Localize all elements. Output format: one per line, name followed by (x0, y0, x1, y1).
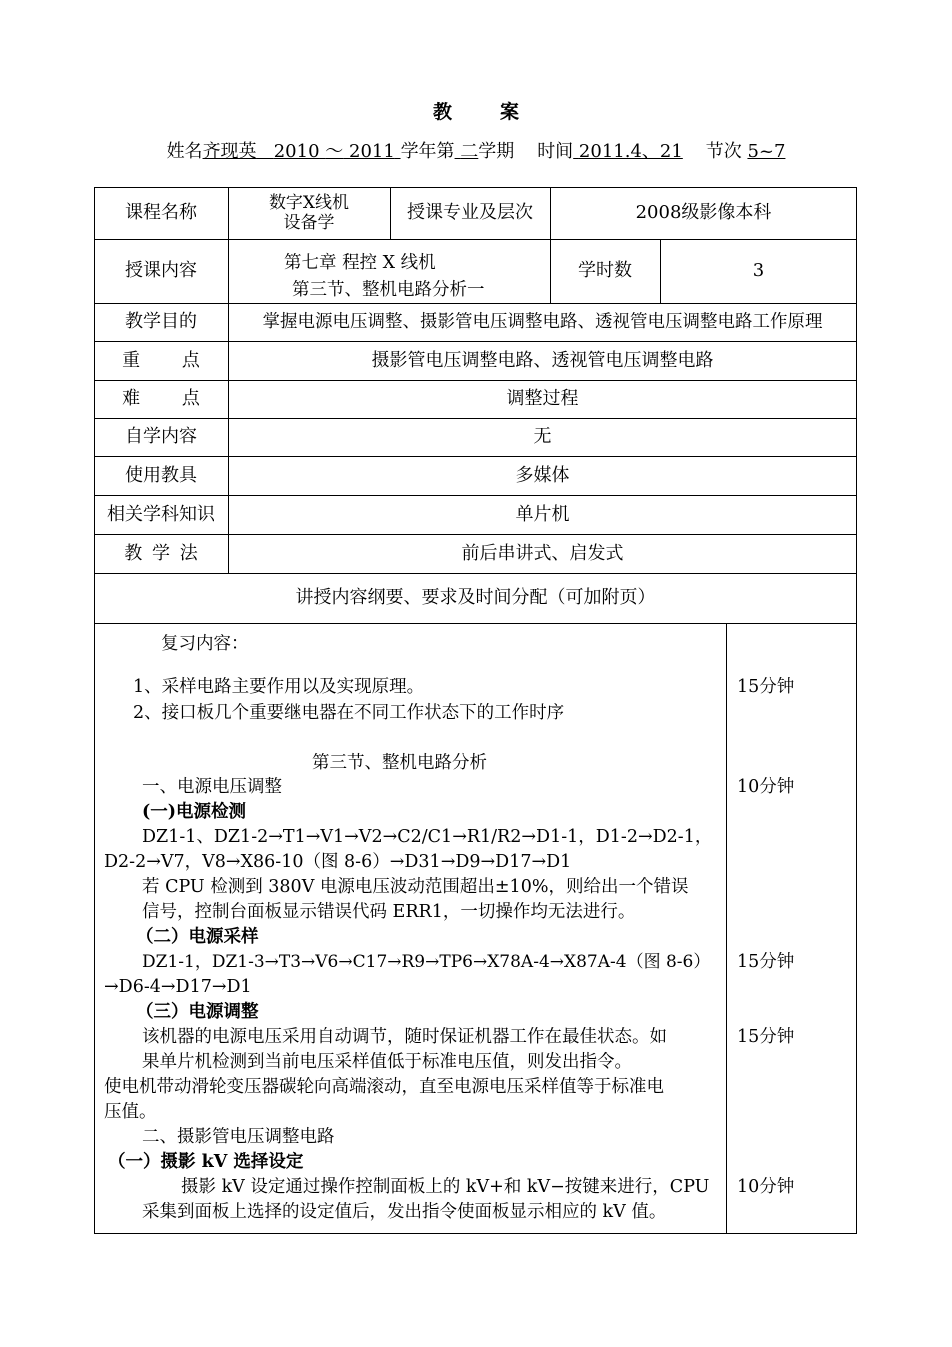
course-name-line1: 数字X线机 (268, 193, 350, 213)
part2-line1: 摄影 kV 设定通过操作控制面板上的 kV+和 kV−按键来进行，CPU (181, 1177, 710, 1197)
difficult-points-label (94, 380, 228, 418)
content-line2: 第三节、整机电路分析一 (292, 280, 485, 300)
teaching-method-label-text: 教 学 法 (124, 542, 198, 564)
related-knowledge-value: 单片机 (515, 503, 570, 525)
sub1-line3: 若 CPU 检测到 380V 电源电压波动范围超出±10%，则给出一个错误 (142, 877, 689, 897)
label-year: 学年第 (400, 141, 455, 162)
label-name: 姓名 (166, 141, 203, 162)
teaching-method-value: 前后串讲式、启发式 (461, 542, 624, 564)
teaching-tools-label: 使用教具 (125, 464, 197, 486)
sub3-line1: 该机器的电源电压采用自动调节，随时保证机器工作在最佳状态。如 (142, 1027, 667, 1047)
hours-label: 学时数 (578, 260, 632, 281)
time-allocation: 10分钟 (737, 1177, 795, 1197)
difficult-points-label-text: 难 点 (122, 388, 200, 409)
year-tilde: ～ (325, 141, 344, 162)
part1-title: 一、电源电压调整 (142, 777, 282, 797)
lesson-date: 2011.4、21 (578, 141, 683, 162)
semester: 二 (460, 141, 479, 162)
sub1-line1: DZ1-1、DZ1-2→T1→V1→V2→C2/C1→R1/R2→D1-1，D1-2→D2-1， (142, 827, 713, 847)
content-line1: 第七章 程控 X 线机 (284, 253, 436, 273)
section-title: 第三节、整机电路分析 (312, 753, 487, 773)
document-title: 教案 (432, 101, 567, 123)
key-points-label-text: 重 点 (122, 349, 200, 371)
time-allocation: 15分钟 (737, 1027, 795, 1047)
sub1-line4: 信号，控制台面板显示错误代码 ERR1，一切操作均无法进行。 (142, 902, 636, 922)
hours-value: 3 (752, 260, 765, 281)
difficult-points-value: 调整过程 (506, 388, 579, 409)
self-study-label: 自学内容 (125, 426, 197, 447)
key-points-value: 摄影管电压调整电路、透视管电压调整电路 (371, 349, 714, 371)
sub3-line2: 果单片机检测到当前电压采样值低于标准电压值，则发出指令。 (142, 1052, 632, 1072)
part2-line2: 采集到面板上选择的设定值后，发出指令使面板显示相应的 kV 值。 (142, 1202, 667, 1222)
course-name-line2: 设备学 (283, 213, 335, 233)
time-allocation: 10分钟 (737, 777, 795, 797)
major-label: 授课专业及层次 (407, 202, 533, 223)
row-divider (94, 623, 857, 624)
sub2-title: （二）电源采样 (136, 927, 259, 947)
content-label: 授课内容 (125, 260, 197, 281)
teacher-name: 齐现英 (202, 141, 257, 162)
part2-sub1-title: （一）摄影 kV 选择设定 (108, 1152, 304, 1172)
sub2-line2: →D6-4→D17→D1 (104, 977, 252, 997)
sub1-line2: D2-2→V7，V8→X86-10（图 8-6）→D31→D9→D17→D1 (104, 852, 572, 872)
sub3-line3: 使电机带动滑轮变压器碳轮向高端滚动，直至电源电压采样值等于标准电 (104, 1077, 664, 1097)
review-item-1: 1、采样电路主要作用以及实现原理。 (133, 677, 425, 697)
review-title: 复习内容： (161, 634, 249, 654)
goal-value: 掌握电源电压调整、摄影管电压调整电路、透视管电压调整电路工作原理 (262, 312, 823, 332)
outline-header: 讲授内容纲要、要求及时间分配（可加附页） (295, 587, 656, 608)
course-name-value (228, 187, 390, 239)
part2-title: 二、摄影管电压调整电路 (142, 1127, 335, 1147)
col-divider (726, 623, 727, 1234)
sub3-line4: 压值。 (104, 1102, 157, 1122)
related-knowledge-label: 相关学科知识 (107, 503, 215, 525)
label-term: 学期 (478, 141, 515, 162)
header-info-line (0, 137, 952, 163)
teaching-tools-value: 多媒体 (515, 464, 570, 486)
period: 5~7 (747, 141, 786, 162)
self-study-value: 无 (533, 426, 552, 447)
goal-label: 教学目的 (125, 311, 197, 332)
year-start: 2010 (273, 141, 320, 162)
sub3-title: （三）电源调整 (136, 1002, 259, 1022)
sub2-line1: DZ1-1，DZ1-3→T3→V6→C17→R9→TP6→X78A-4→X87A-4（图 8-6） (142, 952, 711, 972)
sub1-title: (一)电源检测 (142, 802, 247, 822)
label-time: 时间 (537, 141, 574, 162)
teaching-method-label (94, 534, 228, 573)
time-allocation: 15分钟 (737, 952, 795, 972)
key-points-label (94, 341, 228, 380)
year-end: 2011 (349, 141, 395, 162)
course-name-label: 课程名称 (125, 202, 197, 223)
review-item-2: 2、接口板几个重要继电器在不同工作状态下的工作时序 (133, 703, 565, 723)
time-allocation: 15分钟 (737, 677, 795, 697)
label-period: 节次 (705, 141, 742, 162)
major-value: 2008级影像本科 (635, 202, 772, 223)
